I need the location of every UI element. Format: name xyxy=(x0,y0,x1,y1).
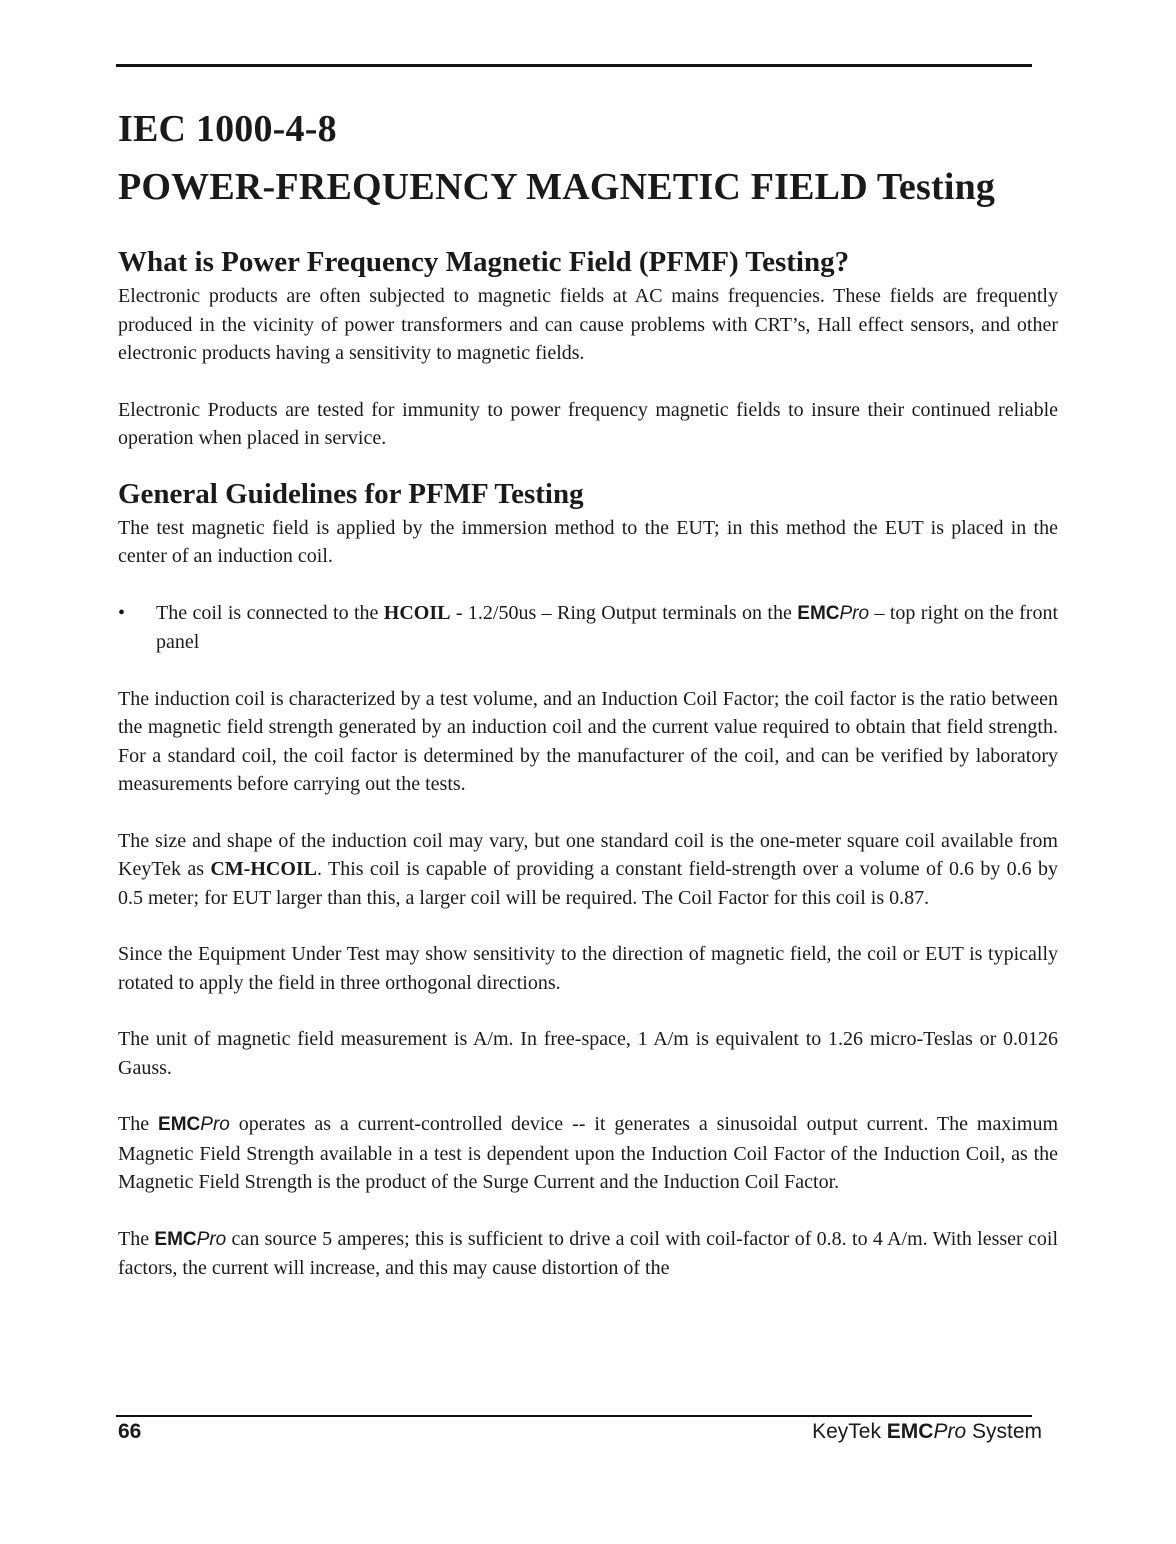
hcoil-term: HCOIL xyxy=(383,601,451,624)
top-rule xyxy=(116,64,1032,67)
emcpro-brand: EMCPro xyxy=(797,602,870,624)
section2-heading: General Guidelines for PFMF Testing xyxy=(118,477,584,510)
footer-title: KeyTek EMCPro System xyxy=(812,1420,1042,1443)
emcpro-brand: EMCPro xyxy=(154,1228,227,1250)
section2-paragraph-4: Since the Equipment Under Test may show sensitivity to the direction of magnetic field, the coil or EUT is typically rotated to apply the field in three orthogonal directions. xyxy=(118,943,1058,994)
section1-paragraph-1: Electronic products are often subjected to magnetic fields at AC mains frequencies. These fields are frequently produced in the vicinity of power transformers and can cause problems with CRT’s, Hall effect sensors, and other electronic products having a sensitivity to magnetic fields. xyxy=(118,285,1058,364)
section1-heading: What is Power Frequency Magnetic Field (PFMF) Testing? xyxy=(118,246,850,278)
section2-paragraph-5: The unit of magnetic field measurement is A/m. In free-space, 1 A/m is equivalent to 1.26 micro-Teslas or 0.0126 Gauss. xyxy=(118,1028,1058,1079)
title-line-2: POWER-FREQUENCY MAGNETIC FIELD Testing xyxy=(118,166,996,208)
section1-paragraph-2: Electronic Products are tested for immunity to power frequency magnetic fields to insure their continued reliable operation when placed in service. xyxy=(118,398,1058,449)
section2-paragraph-7: The EMCPro can source 5 amperes; this is sufficient to drive a coil with coil-factor of 0.8. to 4 A/m. With lesser coil factors, the current will increase, and this may cause distortion of the xyxy=(118,1227,1059,1279)
section2-paragraph-3: The size and shape of the induction coil may vary, but one standard coil is the one-meter square coil available from KeyTek as CM-HCOIL. This coil is capable of providing a constant field-strength over a volume of 0.6 by 0.6 by 0.5 meter; for EUT larger than this, a larger coil will be required. The Coil Factor for this coil is 0.87. xyxy=(118,829,1058,909)
section2-paragraph-6: The EMCPro operates as a current-controlled device -- it generates a sinusoidal output current. The maximum Magnetic Field Strength available in a test is dependent upon the Induction Coil Factor of the Induction Coil, as the Magnetic Field Strength is the product of the Surge Current and the Induction Coil Factor. xyxy=(118,1113,1059,1193)
page-number: 66 xyxy=(118,1420,142,1443)
page-footer xyxy=(118,1420,1042,1450)
cm-hcoil-term: CM-HCOIL xyxy=(210,858,318,880)
section2-paragraph-1: The test magnetic field is applied by the immersion method to the EUT; in this method the EUT is placed in the center of an induction coil. xyxy=(118,516,1058,567)
connection-bullet: • The coil is connected to the HCOIL - 1.2/50us – Ring Output terminals on the EMCPro – top right on the front panel xyxy=(118,599,1058,657)
section2-paragraph-2: The induction coil is characterized by a test volume, and an Induction Coil Factor; the coil factor is the ratio between the magnetic field strength generated by an induction coil and the current value required to obtain that field strength. For a standard coil, the coil factor is determined by the manufacturer of the coil, and can be verified by laboratory measurements before carrying out the tests. xyxy=(118,687,1058,795)
emcpro-brand: EMCPro xyxy=(158,1114,230,1135)
bullet-marker: • xyxy=(118,601,126,624)
title-line-1: IEC 1000-4-8 xyxy=(118,108,337,150)
bottom-rule xyxy=(116,1415,1032,1417)
page-content xyxy=(118,100,1058,1283)
